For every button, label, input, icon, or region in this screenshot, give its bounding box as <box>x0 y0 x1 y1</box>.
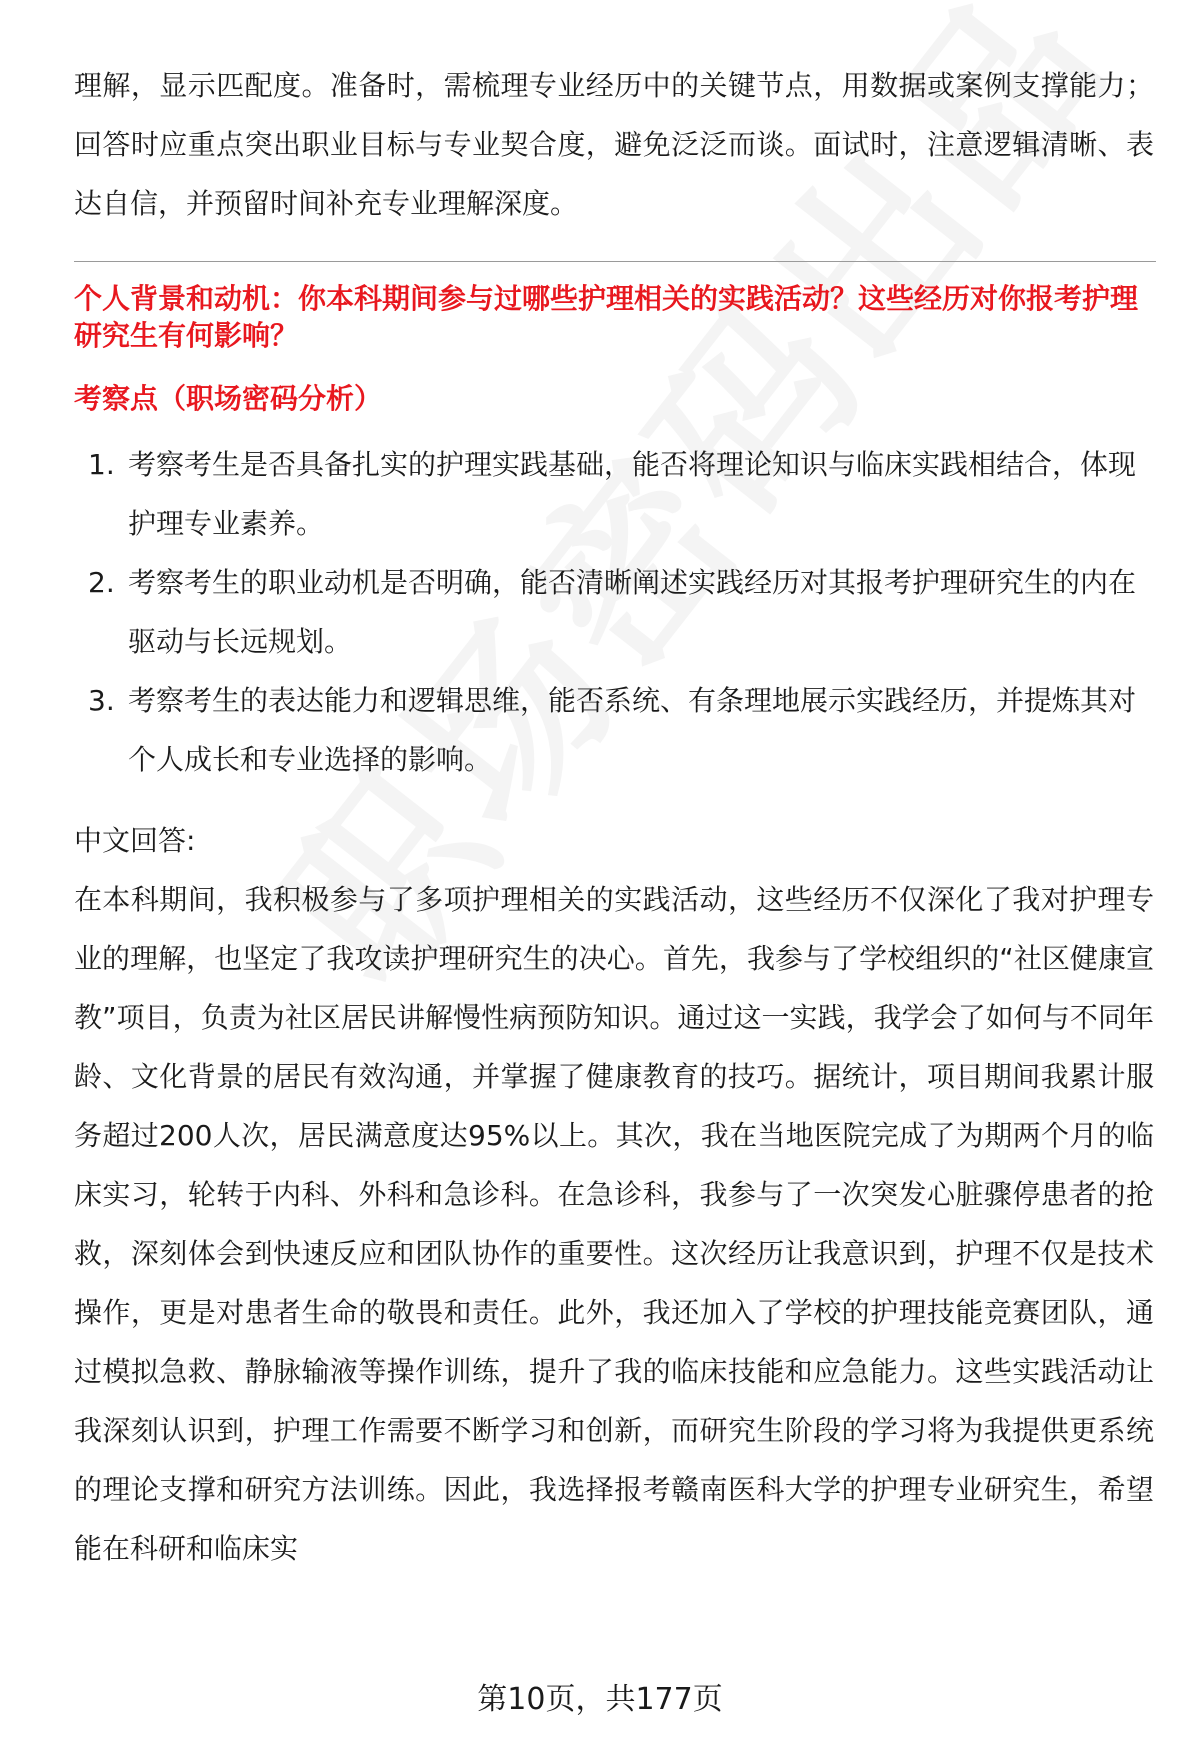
exam-point-text: 考察考生的职业动机是否明确，能否清晰阐述实践经历对其报考护理研究生的内在驱动与长远规划。 <box>128 566 1137 658</box>
exam-point-number: 2. <box>88 566 115 599</box>
intro-paragraph: 理解，显示匹配度。准备时，需梳理专业经历中的关键节点，用数据或案例支撑能力；回答时应重点突出职业目标与专业契合度，避免泛泛而谈。面试时，注意逻辑清晰、表达自信，并预留时间补充专业理解深度。 <box>74 69 1154 220</box>
page-number-footer: 第10页，共177页 <box>477 1682 723 1717</box>
page-content <box>74 56 1154 1578</box>
exam-point-item <box>74 435 1154 553</box>
answer-label: 中文回答: <box>74 824 196 857</box>
exam-points-list <box>74 435 1154 789</box>
exam-point-number: 3. <box>88 684 115 717</box>
exam-points-heading: 考察点（职场密码分析） <box>74 382 383 415</box>
answer-paragraph: 在本科期间，我积极参与了多项护理相关的实践活动，这些经历不仅深化了我对护理专业的理解，也坚定了我攻读护理研究生的决心。首先，我参与了学校组织的“社区健康宣教”项目，负责为社区居民讲解慢性病预防知识。通过这一实践，我学会了如何与不同年龄、文化背景的居民有效沟通，并掌握了健康教育的技巧。据统计，项目期间我累计服务超过200人次，居民满意度达95%以上。其次，我在当地医院完成了为期两个月的临床实习，轮转于内科、外科和急诊科。在急诊科，我参与了一次突发心脏骤停患者的抢救，深刻体会到快速反应和团队协作的重要性。这次经历让我意识到，护理不仅是技术操作，更是对患者生命的敬畏和责任。此外，我还加入了学校的护理技能竞赛团队，通过模拟急救、静脉输液等操作训练，提升了我的临床技能和应急能力。这些实践活动让我深刻认识到，护理工作需要不断学习和创新，而研究生阶段的学习将为我提供更系统的理论支撑和研究方法训练。因此，我选择报考赣南医科大学的护理专业研究生，希望能在科研和临床实 <box>74 883 1154 1565</box>
exam-point-item <box>74 671 1154 789</box>
exam-point-text: 考察考生的表达能力和逻辑思维，能否系统、有条理地展示实践经历，并提炼其对个人成长和专业选择的影响。 <box>128 684 1137 776</box>
question-heading: 个人背景和动机：你本科期间参与过哪些护理相关的实践活动？这些经历对你报考护理研究生有何影响？ <box>74 282 1139 352</box>
exam-point-number: 1. <box>88 448 115 481</box>
section-divider <box>74 261 1156 262</box>
exam-point-item <box>74 553 1154 671</box>
exam-point-text: 考察考生是否具备扎实的护理实践基础，能否将理论知识与临床实践相结合，体现护理专业素养。 <box>128 448 1137 540</box>
